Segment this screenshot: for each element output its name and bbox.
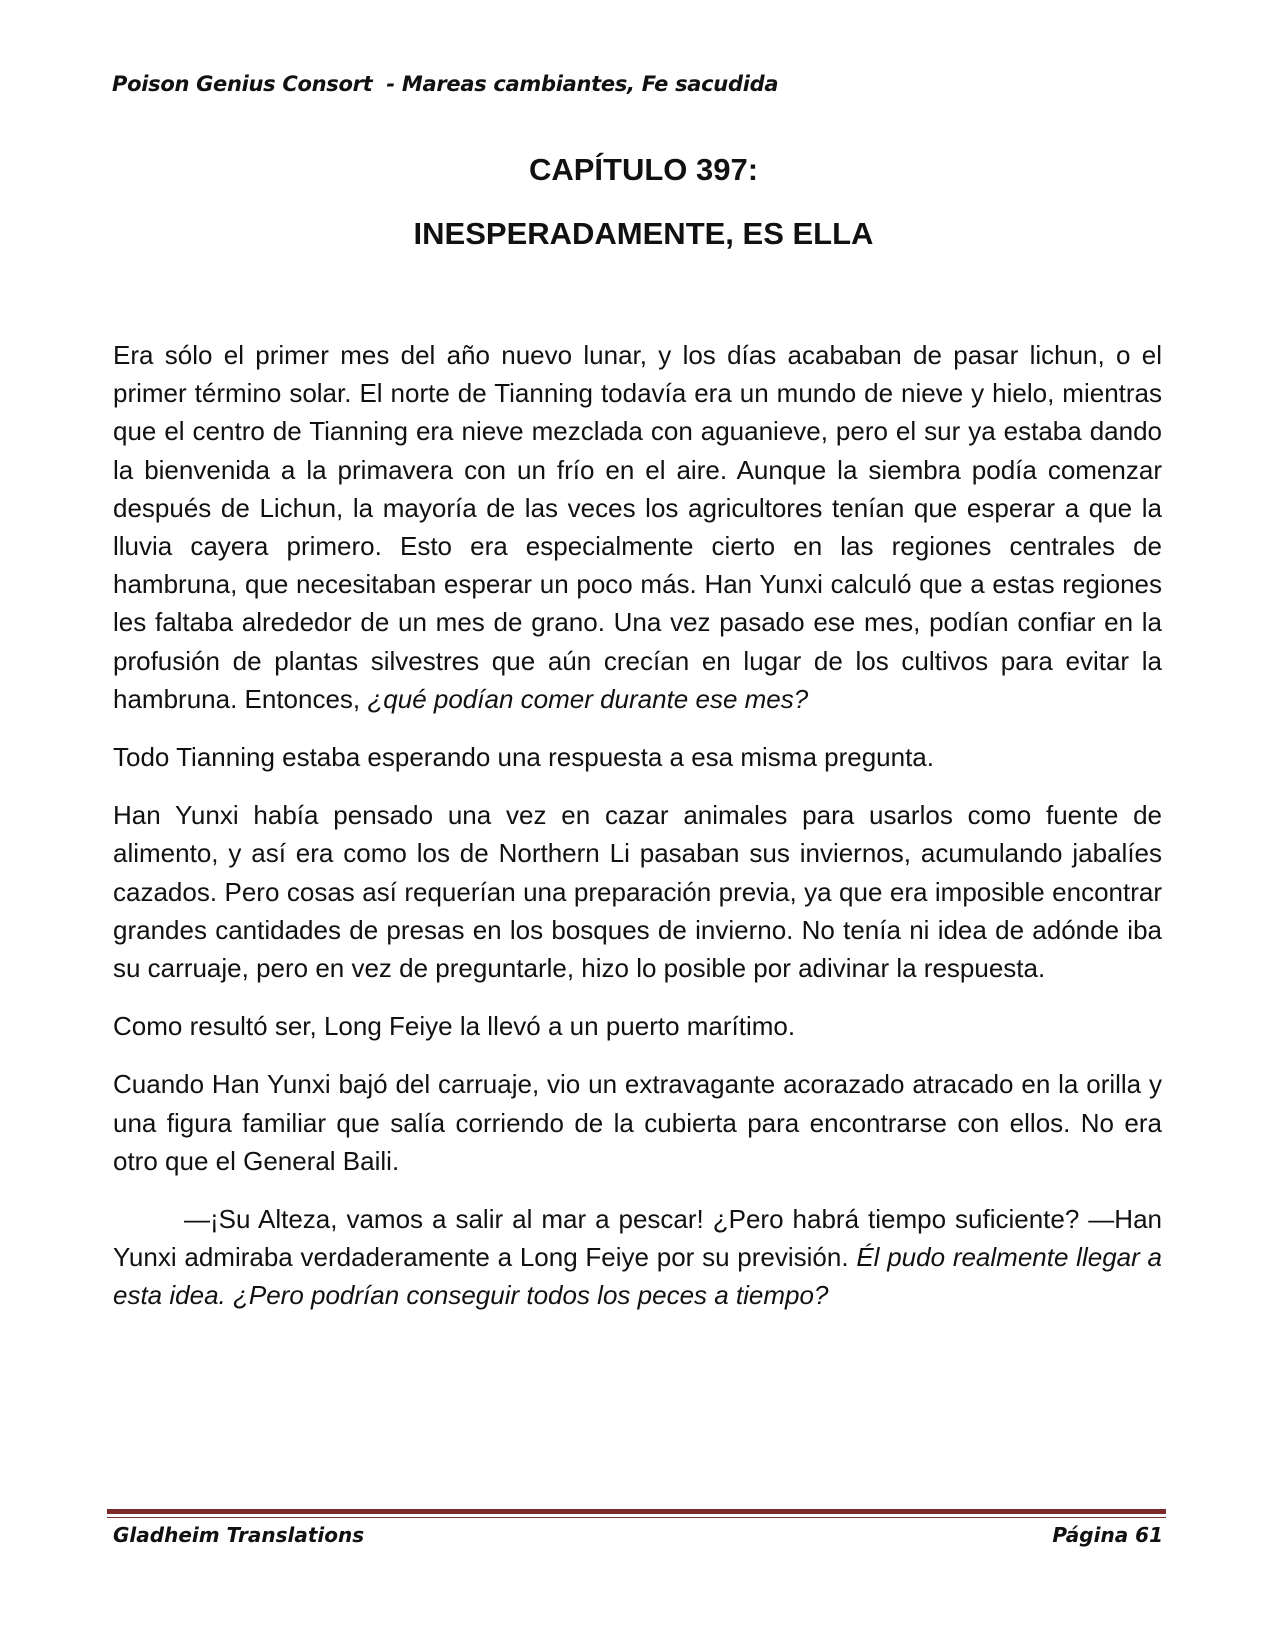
body-text (113, 336, 1162, 1335)
chapter-title: INESPERADAMENTE, ES ELLA (413, 216, 874, 251)
paragraph-4: Como resultó ser, Long Feiye la llevó a un puerto marítimo. (113, 1011, 796, 1042)
running-header: Poison Genius Consort - Mareas cambiantes, Fe sacudida (112, 72, 779, 96)
paragraph-1-italic: ¿qué podían comer durante ese mes? (367, 683, 809, 714)
paragraph-6 (113, 1200, 1162, 1315)
paragraph-5: Cuando Han Yunxi bajó del carruaje, vio un extravagante acorazado atracado en la orilla y una figura familiar que salía corriendo de la cubierta para encontrarse con ellos. No era otro que el General Baili. (113, 1069, 1162, 1176)
paragraph-2: Todo Tianning estaba esperando una respuesta a esa misma pregunta. (113, 742, 934, 773)
footer-rule-thin (107, 1517, 1166, 1518)
footer-rule-thick (107, 1509, 1166, 1514)
paragraph-1 (113, 336, 1162, 718)
chapter-number: CAPÍTULO 397: (528, 152, 759, 187)
paragraph-6-italic: Él pudo realmente llegar a esta idea. ¿Pero podrían conseguir todos los peces a tiempo? (113, 1242, 1162, 1311)
paragraph-1-text: Era sólo el primer mes del año nuevo lunar, y los días acababan de pasar lichun, o el primer término solar. El norte de Tianning todavía era un mundo de nieve y hielo, mientras que el centro de Tianning era nieve mezclada con aguanieve, pero el sur ya estaba dando la bienvenida a la primavera con un frío en el aire. Aunque la siembra podía comenzar después de Lichun, la mayoría de las veces los agricultores tenían que esperar a que la lluvia cayera primero. Esto era especialmente cierto en las regiones centrales de hambruna, que necesitaban esperar un poco más. Han Yunxi calculó que a estas regiones les faltaba alrededor de un mes de grano. Una vez pasado ese mes, podían confiar en la profusión de plantas silvestres que aún crecían en lugar de los cultivos para evitar la hambruna. Entonces, (113, 340, 1162, 714)
footer-page-number: Página 61 (1052, 1523, 1163, 1547)
footer-publisher: Gladheim Translations (113, 1523, 365, 1547)
paragraph-3: Han Yunxi había pensado una vez en cazar animales para usarlos como fuente de alimento, y así era como los de Northern Li pasaban sus inviernos, acumulando jabalíes cazados. Pero cosas así requerían una preparación previa, ya que era imposible encontrar grandes cantidades de presas en los bosques de invierno. No tenía ni idea de adónde iba su carruaje, pero en vez de preguntarle, hizo lo posible por adivinar la respuesta. (113, 800, 1162, 984)
paragraph-6-text: —¡Su Alteza, vamos a salir al mar a pescar! ¿Pero habrá tiempo suficiente? —Han Yunxi admiraba verdaderamente a Long Feiye por su previsión. (113, 1204, 1162, 1273)
